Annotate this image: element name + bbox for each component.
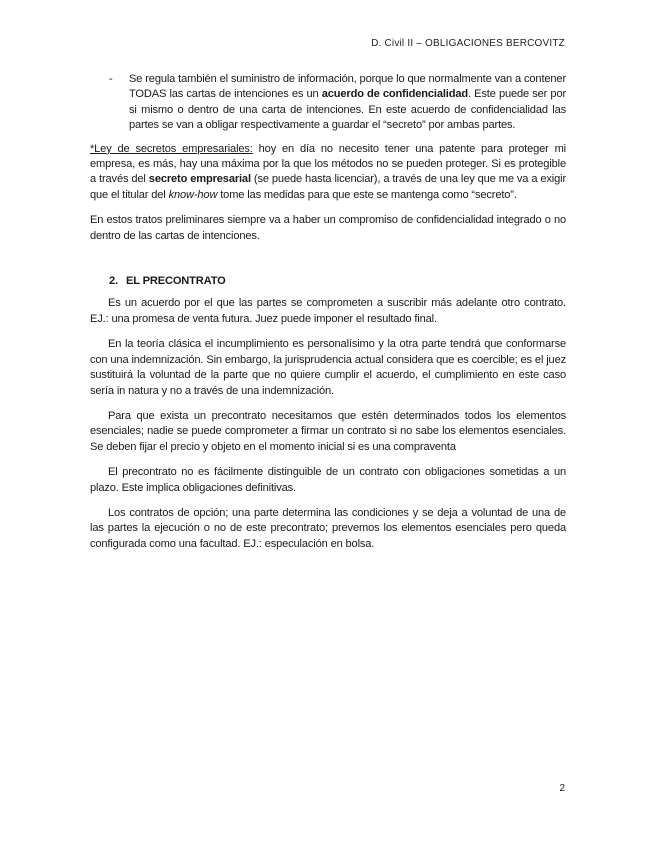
section-title: EL PRECONTRATO (126, 275, 226, 288)
precontrato-paragraph-2: En la teoría clásica el incumplimiento es personalísimo y la otra parte tendrá que conformarse con una indemnización. Sin embargo, la jurisprudencia actual considera que es coercible; es el juez sustituirá la voluntad de la parte que no quiere cumplir el acuerdo, el cumplimiento en este caso sería in natura y no a través de una indemnización. (90, 338, 566, 397)
page-body (90, 72, 566, 562)
precontrato-paragraph-1: Es un acuerdo por el que las partes se comprometen a suscribir más adelante otro contrato. EJ.: una promesa de venta futura. Juez puede imponer el resultado final. (90, 297, 566, 325)
bullet-bold-term: acuerdo de confidencialidad (321, 88, 469, 101)
bullet-text-2: . Este puede ser por si mismo o dentro de una carta de intenciones. En este acuerdo de confidencialidad las partes se van a obligar respectivamente a guardar el “secreto” por ambas partes. (129, 88, 567, 132)
running-header: D. Civil II – OBLIGACIONES BERCOVITZ (371, 38, 565, 49)
secretos-bold-term: secreto empresarial (148, 173, 251, 186)
secretos-text-2: (se puede hasta licenciar), a través de una ley que me va a exigir que el titular del (90, 173, 566, 201)
precontrato-paragraph-5: Los contratos de opción; una parte determina las condiciones y se deja a voluntad de una de las partes la ejecución o no de este precontrato; prevemos los elementos esenciales pero queda configurada como una facultad. EJ.: especulación en bolsa. (90, 506, 566, 550)
bullet-text-1: Se regula también el suministro de información, porque lo que normalmente van a contener TODAS las cartas de intenciones es un (129, 73, 566, 101)
secretos-text-3: tome las medidas para que este se mantenga como “secreto”. (217, 188, 517, 201)
page-number: 2 (559, 783, 565, 794)
bullet-paragraph (129, 72, 566, 134)
secretos-paragraph (90, 142, 566, 204)
secretos-italic-term: know-how (168, 188, 218, 201)
precontrato-paragraph-4: El precontrato no es fácilmente distinguible de un contrato con obligaciones sometidas a un plazo. Este implica obligaciones definitivas. (90, 466, 566, 494)
secretos-heading: *Ley de secretos empresariales: (90, 142, 253, 155)
secretos-text-1: hoy en día no necesito tener una patente para proteger mi empresa, es más, hay una máxima por la que los métodos no se pueden proteger. Si es protegible a través del (90, 142, 566, 186)
section-heading (109, 274, 566, 289)
bullet-item (90, 72, 566, 134)
bullet-dash: - (109, 73, 113, 85)
tratos-paragraph: En estos tratos preliminares siempre va a haber un compromiso de confidencialidad integrado o no dentro de las cartas de intenciones. (90, 214, 566, 242)
section-number: 2. (109, 275, 118, 288)
precontrato-paragraph-3: Para que exista un precontrato necesitamos que estén determinados todos los elementos esenciales; nadie se puede comprometer a firmar un contrato si no sabe los elementos esenciales. Se deben fijar el precio y objeto en el momento inicial si es una compraventa (90, 409, 566, 453)
